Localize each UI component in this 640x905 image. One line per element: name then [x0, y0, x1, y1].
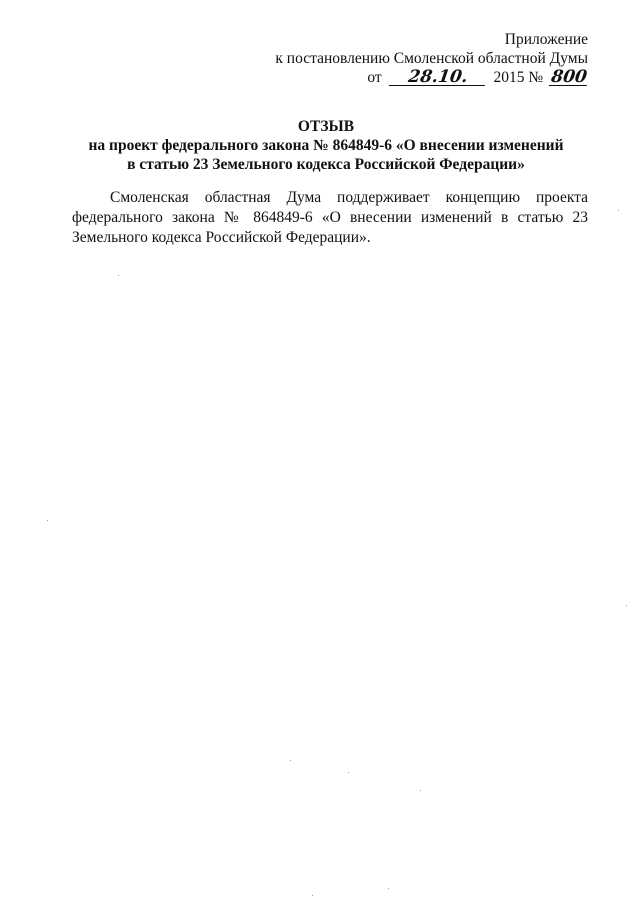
appendix-label: Приложение [504, 31, 588, 48]
resolution-reference: к постановлению Смоленской областной Думы [275, 50, 588, 67]
scan-speck [388, 888, 389, 889]
title-line-1: на проект федерального закона № 864849-6 «О внесении изменений [88, 137, 564, 154]
appendix-header [275, 30, 588, 87]
scan-speck [118, 275, 119, 276]
title-line-2: в статью 23 Земельного кодекса Российской Федерации» [127, 156, 525, 173]
body-paragraph: Смоленская областная Дума поддерживает концепцию проекта федерального закона № 864849-6 «О внесении изменений в статью 23 Земельного кодекса Российской Федерации». [72, 189, 588, 246]
scan-speck [312, 895, 313, 896]
handwritten-date: 28.10. [388, 69, 486, 86]
scan-speck [348, 772, 349, 773]
date-prefix: от [367, 69, 382, 86]
title-heading: ОТЗЫВ [297, 118, 355, 135]
scan-speck [47, 520, 48, 521]
date-line [275, 68, 588, 87]
year-and-number-label: 2015 № [493, 69, 544, 86]
document-title [60, 117, 592, 174]
scan-speck [420, 790, 421, 791]
scan-speck [290, 760, 291, 761]
scan-speck [626, 605, 627, 606]
handwritten-number: 800 [549, 67, 589, 87]
scan-speck [618, 210, 619, 211]
